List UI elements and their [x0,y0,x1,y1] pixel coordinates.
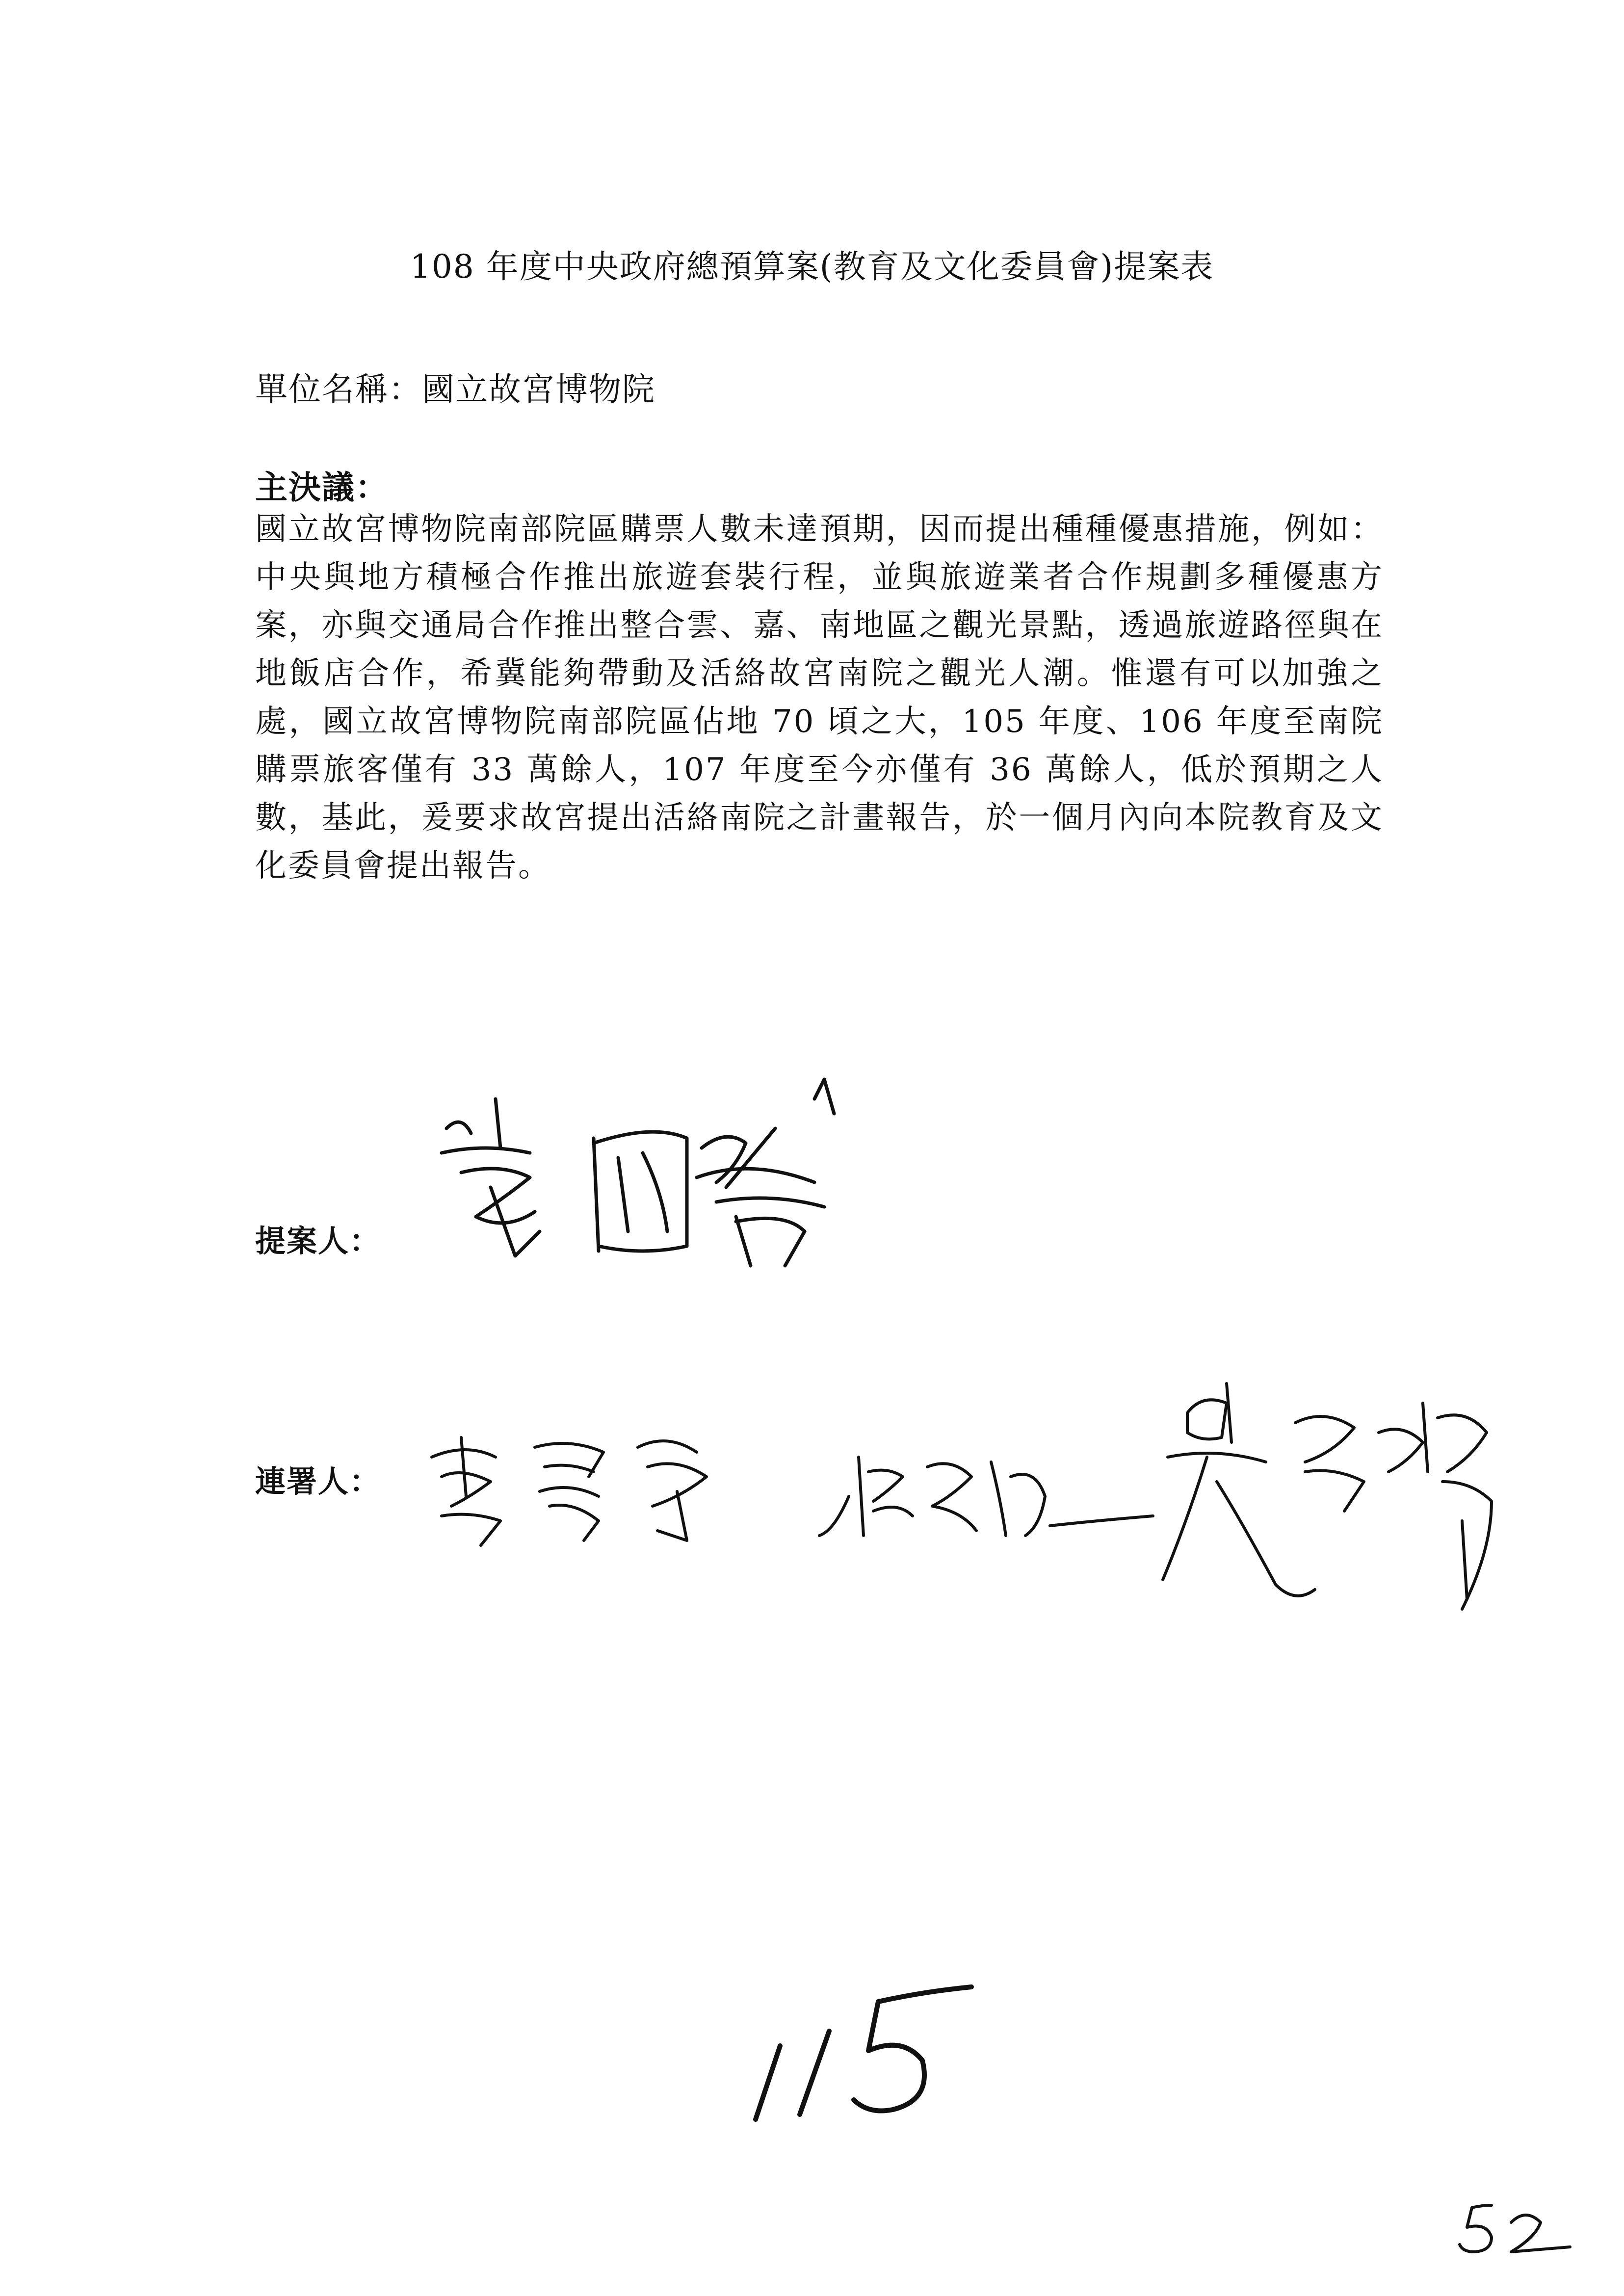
proposer-label: 提案人： [255,1223,381,1259]
cosigner-signature-1 [422,1423,765,1550]
cosigner-signature-2 [814,1437,1158,1555]
unit-name-line: 單位名稱：國立故宮博物院 [255,370,655,408]
handwritten-page-number [746,1972,981,2136]
resolution-body: 國立故宮博物院南部院區購票人數未達預期，因而提出種種優惠措施，例如：中央與地方積極合作推出旅遊套裝行程，並與旅遊業者合作規劃多種優惠方案，亦與交通局合作推出整合雲、嘉、南地區之觀光景點，透過旅遊路徑與在地飯店合作，希冀能夠帶動及活絡故宮南院之觀光人潮。惟還有可以加強之處，國立故宮博物院南部院區佔地 70 頃之大，105 年度、106 年度至南院購票旅客僅有 33 萬餘人，107 年度至今亦僅有 36 萬餘人，低於預期之人數，基此，爰要求故宮提出活絡南院之計畫報告，於一個月內向本院教育及文化委員會提出報告。 [255,511,1384,884]
resolution-heading: 主決議： [255,468,389,506]
cosigner-label: 連署人： [255,1463,381,1499]
handwritten-corner-number [1452,2198,1580,2264]
proposer-signature [432,1070,873,1276]
cosigner-signature-3 [1148,1374,1521,1629]
document-title: 108 年度中央政府總預算案(教育及文化委員會)提案表 [410,248,1214,286]
